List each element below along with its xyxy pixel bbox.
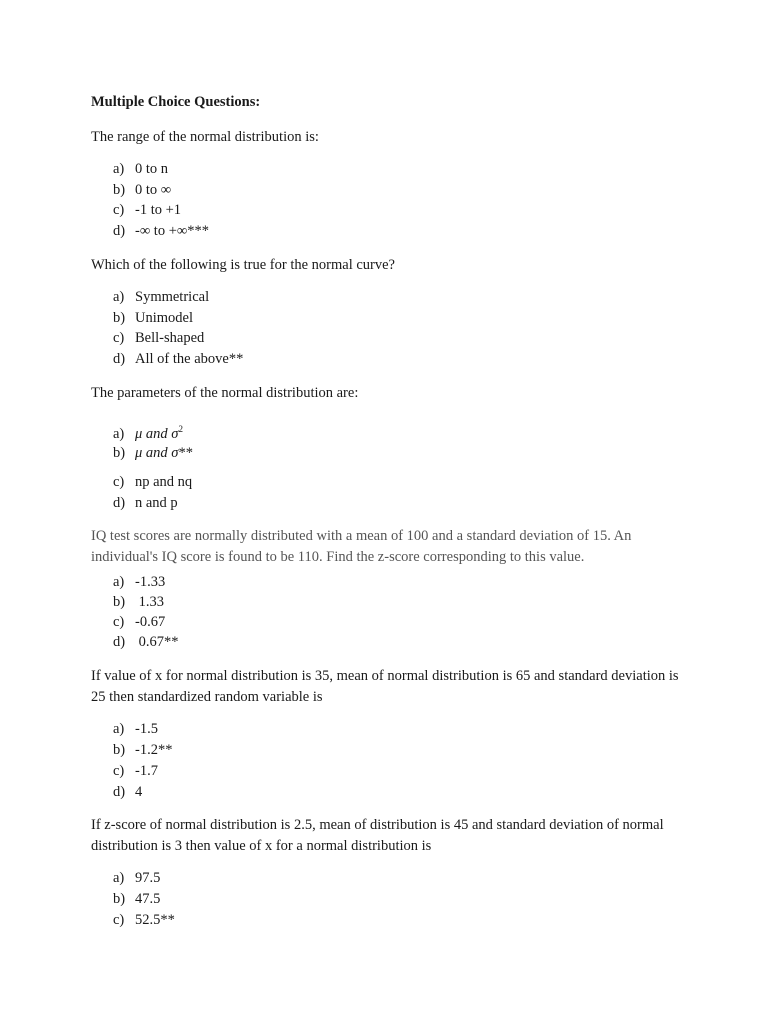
question-5-option-d: d) 4 xyxy=(113,784,143,800)
question-1-text: The range of the normal distribution is: xyxy=(91,129,319,145)
question-2-option-c: c) Bell-shaped xyxy=(113,330,205,346)
question-3-option-b: b) μ and σ** xyxy=(113,445,193,461)
math-expression: μ and σ xyxy=(135,445,179,461)
question-4-option-c: c) -0.67 xyxy=(113,614,166,630)
question-2-option-a: a) Symmetrical xyxy=(113,289,210,305)
section-heading: Multiple Choice Questions: xyxy=(91,94,261,110)
question-6-option-c: c) 52.5** xyxy=(113,912,175,928)
question-6-option-b: b) 47.5 xyxy=(113,891,161,907)
question-3-text: The parameters of the normal distribution are: xyxy=(91,385,359,401)
question-5-text: If value of x for normal distribution is 35, mean of normal distribution is 65 and standard deviation is 25 then standardized random variable is xyxy=(91,668,679,705)
question-1-option-a: a) 0 to n xyxy=(113,161,169,177)
question-5-option-a: a) -1.5 xyxy=(113,721,158,737)
question-4-option-a: a) -1.33 xyxy=(113,574,166,590)
question-5-option-b: b) -1.2** xyxy=(113,742,173,758)
question-5-option-c: c) -1.7 xyxy=(113,763,158,779)
question-6-option-a: a) 97.5 xyxy=(113,870,161,886)
question-2-text: Which of the following is true for the normal curve? xyxy=(91,257,395,273)
question-4-option-d: d) 0.67** xyxy=(113,634,179,650)
question-2-option-b: b) Unimodel xyxy=(113,310,193,326)
question-4-option-b: b) 1.33 xyxy=(113,594,164,610)
question-1-option-c: c) -1 to +1 xyxy=(113,202,182,218)
question-2-option-d: d) All of the above** xyxy=(113,351,244,367)
question-4-text: IQ test scores are normally distributed with a mean of 100 and a standard deviation of 15. An individual's IQ score is found to be 110. Find the z-score corresponding to this value. xyxy=(91,528,632,565)
math-expression: μ and $\sigma^2$ xyxy=(135,424,183,442)
question-1-option-b: b) 0 to ∞ xyxy=(113,182,172,198)
question-3-option-a: a) μ and $\sigma^2$ xyxy=(113,419,183,439)
question-3-option-c: c) np and nq xyxy=(113,474,193,490)
question-6-text: If z-score of normal distribution is 2.5, mean of distribution is 45 and standard deviation of normal distribution is 3 then value of x for a normal distribution is xyxy=(91,817,664,854)
question-1-option-d: d) -∞ to +∞*** xyxy=(113,223,209,239)
question-3-option-d: d) n and p xyxy=(113,495,178,511)
